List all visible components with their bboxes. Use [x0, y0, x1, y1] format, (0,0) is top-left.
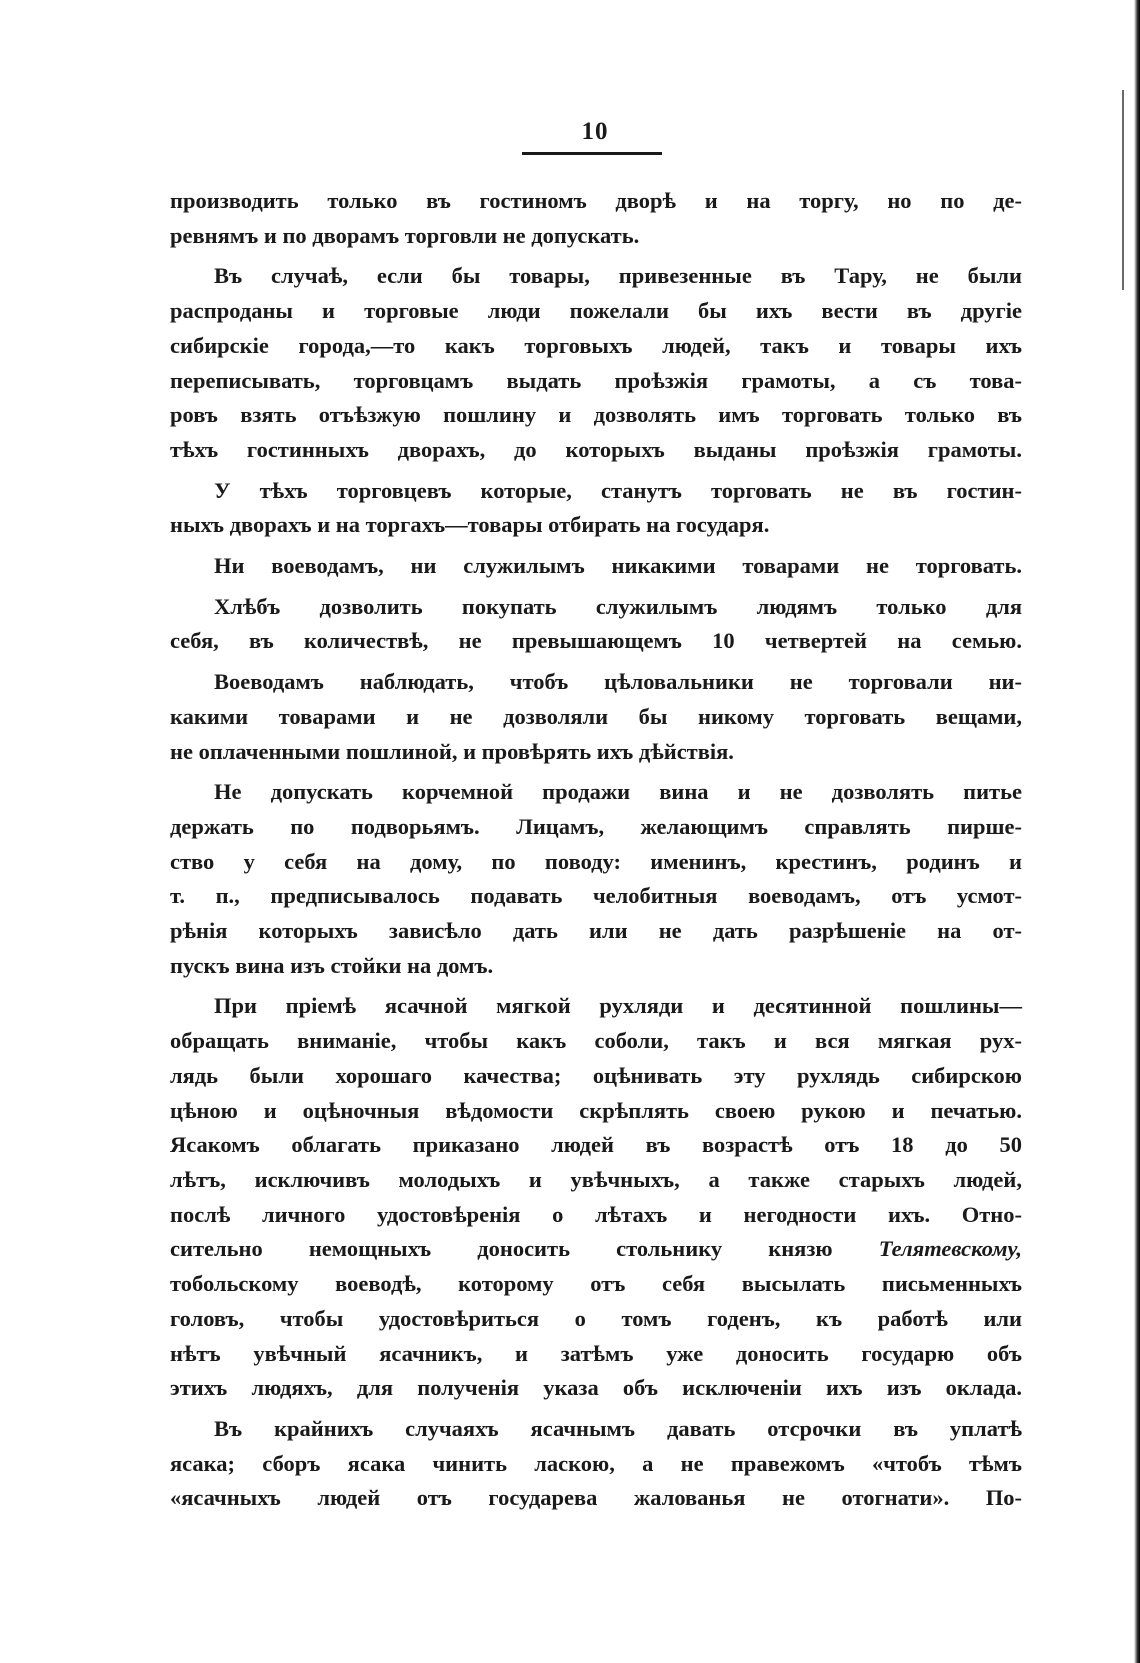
text-line: тѣхъ гостинныхъ дворахъ, до которыхъ выданы проѣзжія грамоты.: [170, 436, 1022, 462]
text-line: головъ, чтобы удостовѣриться о томъ годенъ, къ работѣ или: [170, 1305, 1022, 1331]
text-line: Ясакомъ облагать приказано людей въ возрастѣ отъ 18 до 50: [170, 1132, 1022, 1158]
page-number-rule: [522, 152, 662, 155]
text-line: Не допускать корчемной продажи вина и не дозволять питье: [214, 779, 1022, 805]
paragraph-9: [170, 1412, 1022, 1516]
italic-name: Телятевскому,: [878, 1236, 1022, 1262]
page-number: 10: [581, 118, 609, 145]
paragraph-5: [170, 590, 1022, 659]
text-line: этихъ людяхъ, для полученія указа объ исключеніи ихъ изъ оклада.: [170, 1375, 1022, 1401]
text-line: распроданы и торговые люди пожелали бы ихъ вести въ другіе: [170, 298, 1022, 324]
page-binding-edge: [1134, 0, 1140, 1663]
text-line: Въ случаѣ, если бы товары, привезенные въ Тару, не были: [214, 263, 1022, 289]
text-line: нѣтъ увѣчный ясачникъ, и затѣмъ уже доносить государю объ: [170, 1340, 1022, 1366]
text-line: производить только въ гостиномъ дворѣ и на торгу, но по де-: [170, 188, 1022, 213]
text-line: «ясачныхъ людей отъ государева жалованья не отогнати». По-: [170, 1485, 1022, 1511]
text-line: т. п., предписывалось подавать челобитныя воеводамъ, отъ усмот-: [170, 883, 1022, 909]
text-line: рѣнія которыхъ зависѣло дать или не дать разрѣшеніе на от-: [170, 918, 1022, 944]
text-line: ясака; сборъ ясака чинить ласкою, а не правежомъ «чтобъ тѣмъ: [170, 1450, 1022, 1476]
text-body: [170, 184, 1022, 1522]
text-line: не оплаченными пошлиной, и провѣрять ихъ дѣйствія.: [170, 738, 734, 764]
text-line: сибирскіе города,—то какъ торговыхъ людей, такъ и товары ихъ: [170, 332, 1022, 358]
paragraph-2: [170, 259, 1022, 467]
text-line: Ни воеводамъ, ни служилымъ никакими товарами не торговать.: [214, 553, 1022, 579]
text-line: переписывать, торговцамъ выдать проѣзжія грамоты, а съ това-: [170, 367, 1022, 393]
paragraph-8: [170, 989, 1022, 1405]
text-line: ство у себя на дому, по поводу: именинъ, крестинъ, родинъ и: [170, 848, 1022, 874]
text-segment: сительно немощныхъ доносить стольнику князю: [170, 1236, 833, 1262]
text-line: себя, въ количествѣ, не превышающемъ 10 четвертей на семью.: [170, 628, 1022, 654]
text-line: Хлѣбъ дозволить покупать служилымъ людямъ только для: [214, 593, 1022, 619]
text-line: ревнямъ и по дворамъ торговли не допускать.: [170, 222, 640, 248]
paragraph-3: [170, 474, 1022, 543]
text-line: цѣною и оцѣночныя вѣдомости скрѣплять своею рукою и печатью.: [170, 1097, 1022, 1123]
text-line: лядь были хорошаго качества; оцѣнивать эту рухлядь сибирскою: [170, 1062, 1022, 1088]
paragraph-4: [170, 549, 1022, 584]
text-line: У тѣхъ торговцевъ которые, станутъ торговать не въ гостин-: [214, 477, 1022, 503]
text-line: При пріемѣ ясачной мягкой рухляди и десятинной пошлины—: [214, 993, 1022, 1019]
text-line: послѣ личного удостовѣренія о лѣтахъ и негодности ихъ. Отно-: [170, 1201, 1022, 1227]
text-line: какими товарами и не дозволяли бы никому торговать вещами,: [170, 703, 1022, 729]
text-line: пускъ вина изъ стойки на домъ.: [170, 952, 494, 978]
text-line: ныхъ дворахъ и на торгахъ—товары отбирать на государя.: [170, 512, 770, 538]
paragraph-6: [170, 665, 1022, 769]
paragraph-1: [170, 184, 1022, 253]
paragraph-7: [170, 775, 1022, 983]
text-line: Въ крайнихъ случаяхъ ясачнымъ давать отсрочки въ уплатѣ: [214, 1415, 1022, 1441]
text-line: тобольскому воеводѣ, которому отъ себя высылать письменныхъ: [170, 1271, 1022, 1297]
text-line: держать по подворьямъ. Лицамъ, желающимъ справлять пирше-: [170, 813, 1022, 839]
text-line: обращать вниманіе, чтобы какъ соболи, такъ и вся мягкая рух-: [170, 1028, 1022, 1054]
text-line: Воеводамъ наблюдать, чтобъ цѣловальники не торговали ни-: [214, 669, 1022, 695]
text-line: лѣтъ, исключивъ молодыхъ и увѣчныхъ, а также старыхъ людей,: [170, 1166, 1022, 1192]
text-line: ровъ взять отъѣзжую пошлину и дозволять имъ торговать только въ: [170, 402, 1022, 428]
text-line-with-name: [170, 1232, 1022, 1267]
